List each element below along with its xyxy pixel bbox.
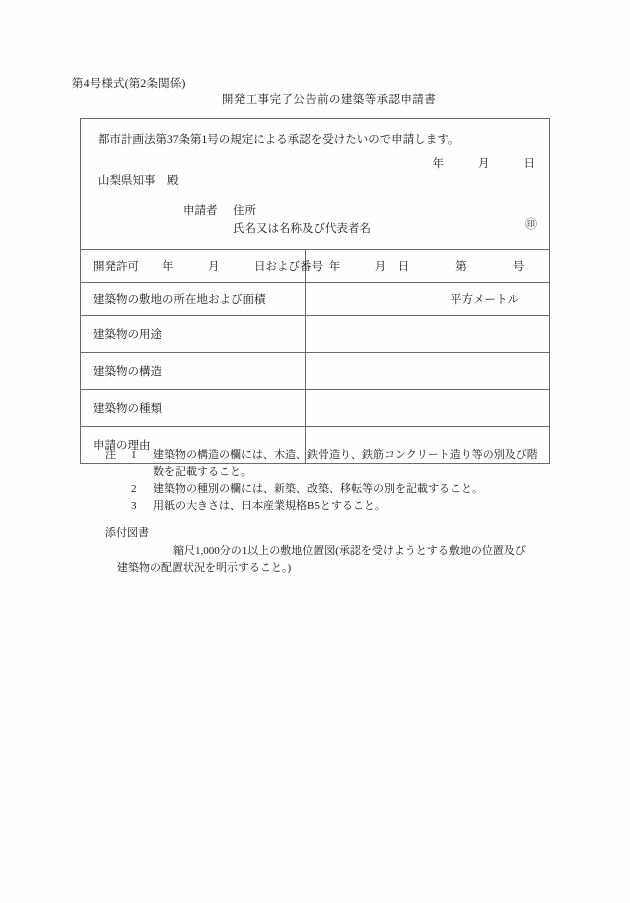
note-item xyxy=(105,498,565,515)
row-value-permit-date[interactable]: 年 月 日 第 号 xyxy=(328,261,525,273)
note-text: 用紙の大きさは、日本産業規格B5とすること。 xyxy=(153,500,386,513)
date-month-placeholder: 月 xyxy=(478,158,490,170)
application-form-box xyxy=(80,118,550,464)
notes-head-label: 注 xyxy=(105,449,116,461)
attachments-section xyxy=(105,525,565,577)
applicant-address-label: 住所 xyxy=(233,205,256,217)
note-text: 建築物の構造の欄には、木造、鉄骨造り、鉄筋コンクリート造り等の別及び階 xyxy=(153,449,538,461)
row-label-building-structure: 建築物の構造 xyxy=(81,353,306,389)
attachments-title: 添付図書 xyxy=(105,527,149,539)
note-text: 建築物の種別の欄には、新築、改築、移転等の別を記載すること。 xyxy=(153,483,483,496)
row-value-building-structure[interactable] xyxy=(306,353,549,389)
note-number: 3 xyxy=(131,500,137,513)
row-label-permit-date: 開発許可 年 月 日および番号 xyxy=(81,250,306,282)
document-title: 開発工事完了公告前の建築等承認申請書 xyxy=(221,94,437,106)
note-number: 1 xyxy=(131,449,137,461)
date-year-placeholder: 年 xyxy=(432,158,444,170)
row-label-application-reason: 申請の理由 xyxy=(81,427,306,463)
note-item xyxy=(105,481,565,498)
note-item xyxy=(105,447,565,464)
attachments-text: 縮尺1,000分の1以上の敷地位置図(承認を受けようとする敷地の位置及び建築物の配置状況を明示すること。) xyxy=(117,545,526,575)
preamble-section xyxy=(81,119,549,249)
addressee: 山梨県知事 殿 xyxy=(98,175,179,187)
notes-section xyxy=(105,447,565,515)
row-label-building-use: 建築物の用途 xyxy=(81,316,306,352)
row-label-building-type: 建築物の種類 xyxy=(81,390,306,426)
row-value-site-location-area[interactable]: 平方メートル xyxy=(450,294,519,306)
table-row xyxy=(81,389,549,426)
row-value-building-type[interactable] xyxy=(306,390,549,426)
preamble-statement: 都市計画法第37条第1号の規定による承認を受けたいので申請します。 xyxy=(98,134,460,146)
row-label-site-location-area: 建築物の敷地の所在地および面積 xyxy=(81,283,306,315)
row-value-building-use[interactable] xyxy=(306,316,549,352)
table-row xyxy=(81,282,549,315)
table-row xyxy=(81,249,549,282)
form-number: 第4号様式(第2条関係) xyxy=(72,78,186,90)
date-line xyxy=(433,155,536,171)
date-day-placeholder: 日 xyxy=(523,158,535,170)
note-continuation: 数を記載すること。 xyxy=(153,466,252,479)
table-row xyxy=(81,315,549,352)
applicant-label: 申請者 xyxy=(183,205,218,217)
applicant-name-label: 氏名又は名称及び代表者名 xyxy=(233,223,371,235)
seal-icon: ㊞ xyxy=(524,217,537,231)
note-number: 2 xyxy=(131,483,137,496)
table-row xyxy=(81,352,549,389)
